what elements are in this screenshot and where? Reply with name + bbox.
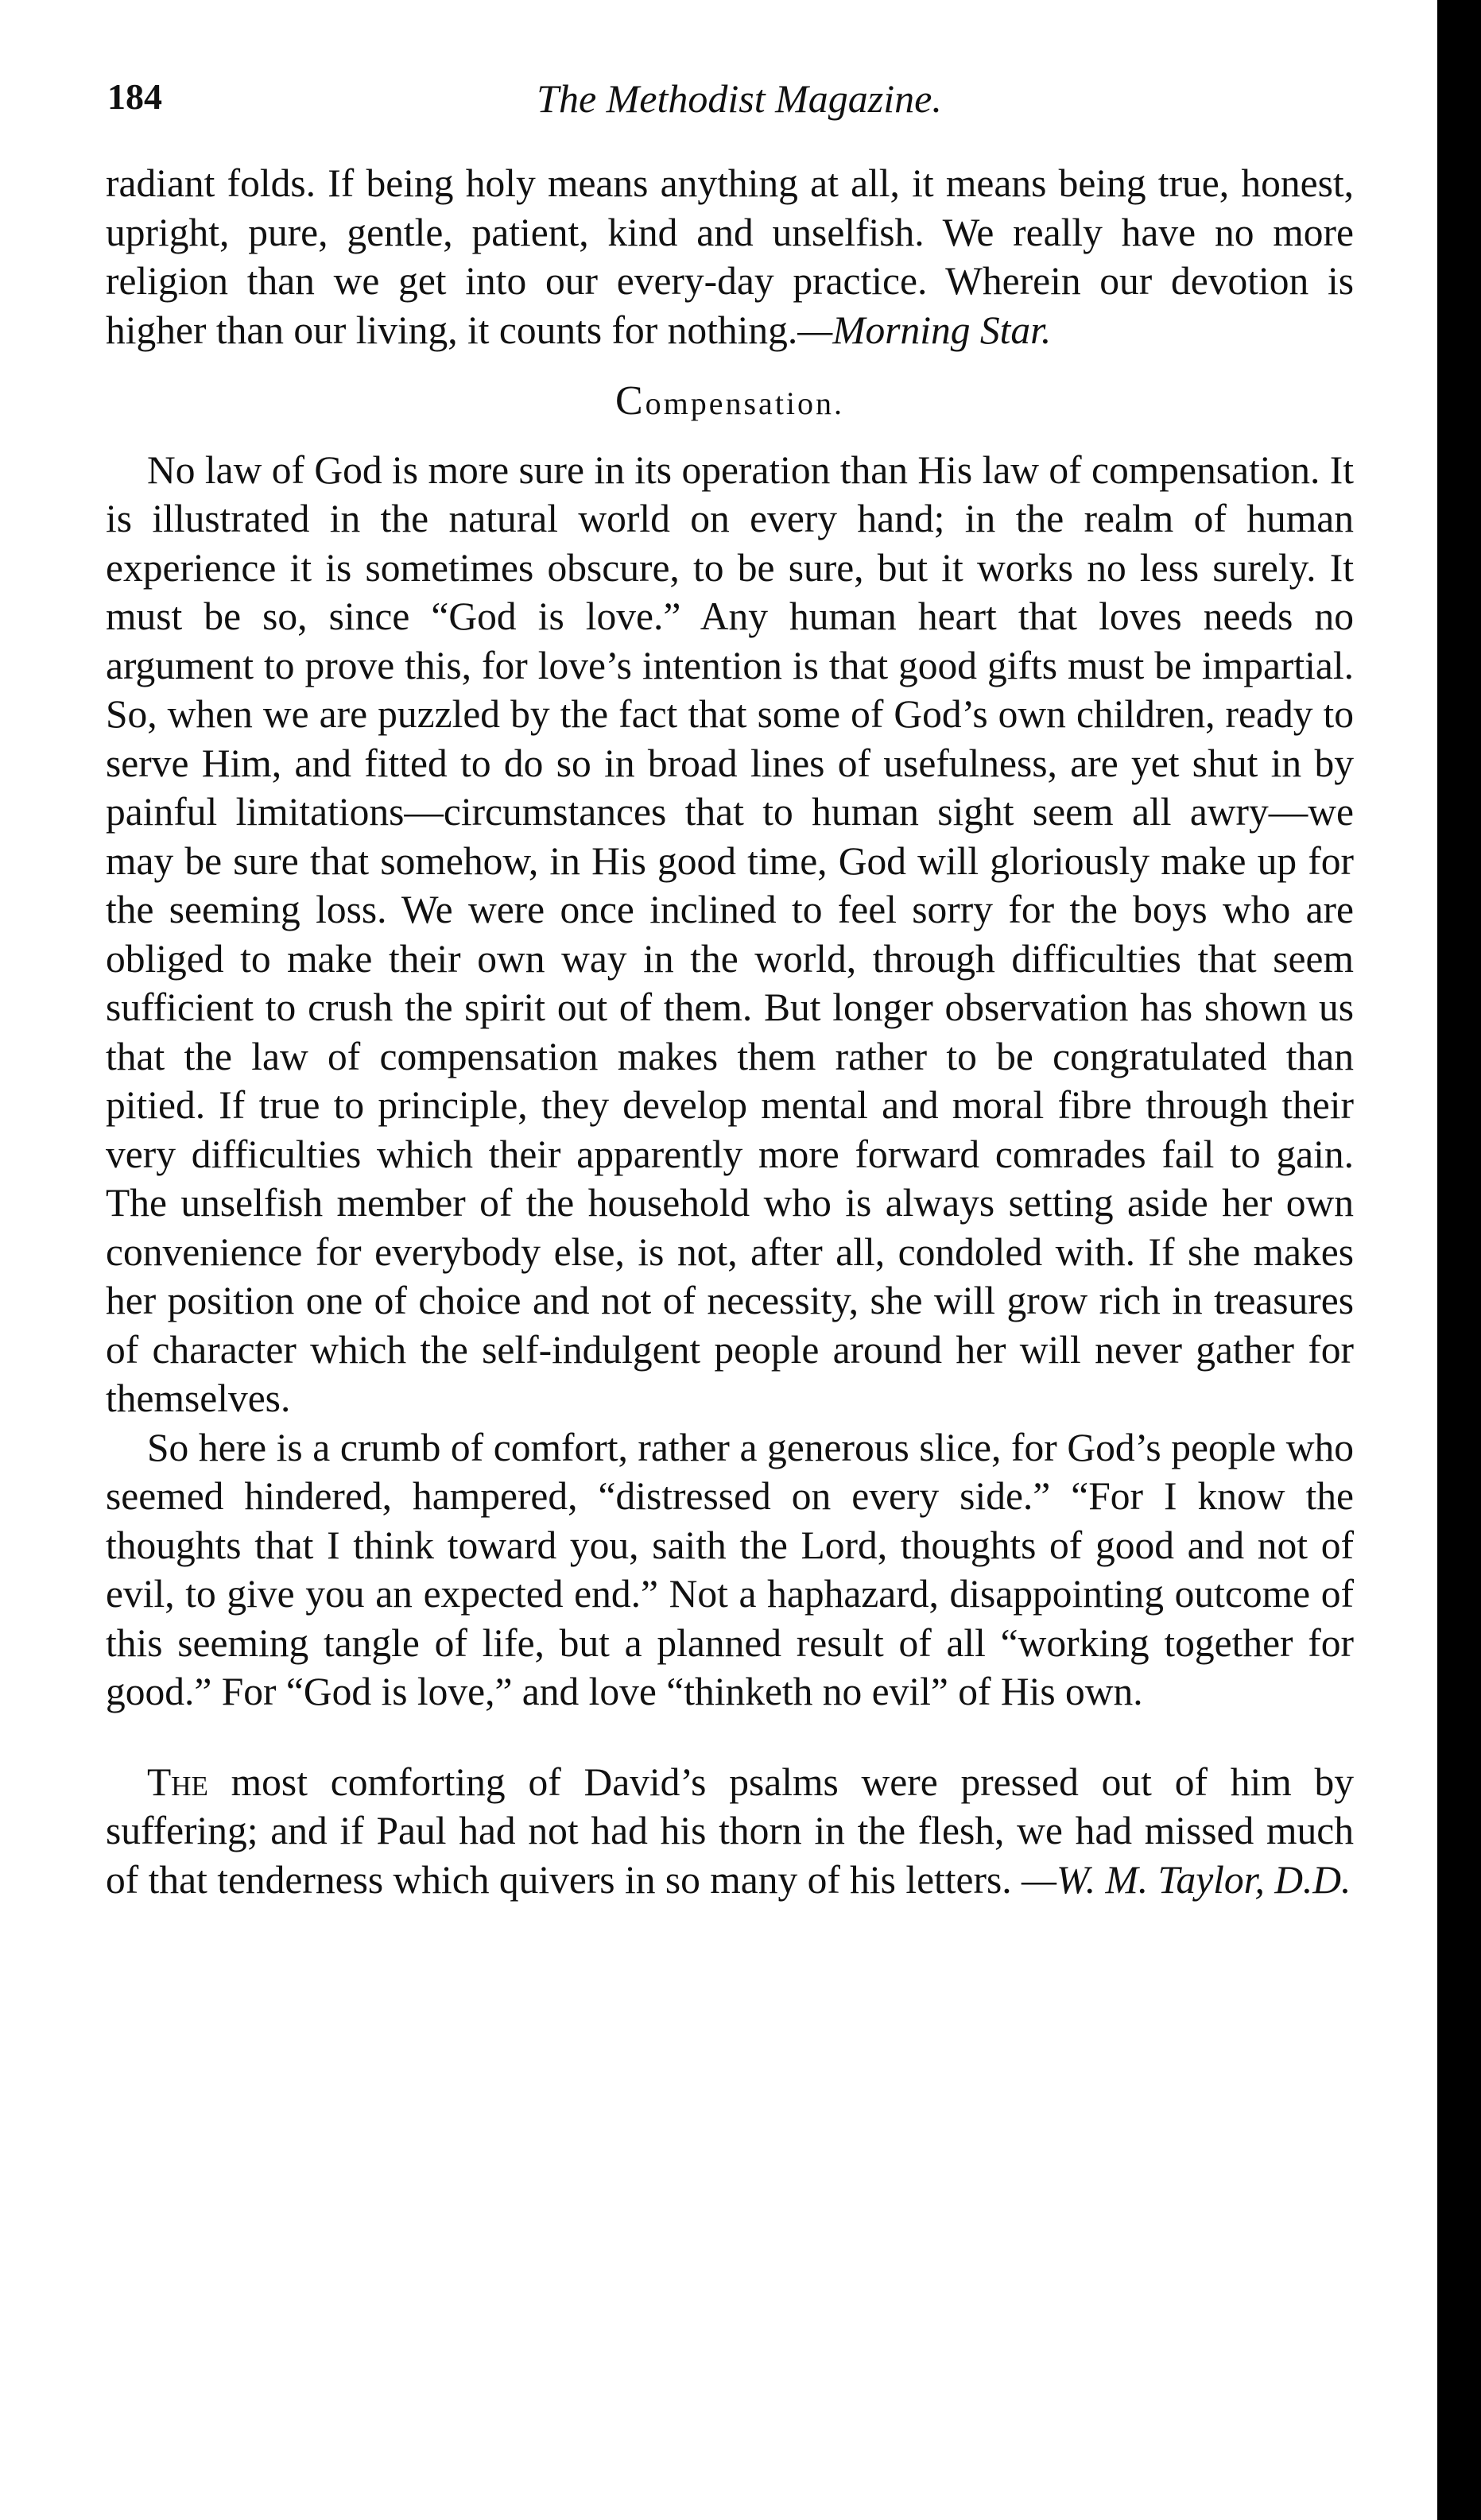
closing-paragraph xyxy=(106,1758,1354,1905)
opening-text: radiant folds. If being holy means anything at all, it means being true, honest, upright, pure, gentle, patient, kind and unselfish. We really have no more religion than we get into our every-day practice. Wherein our devotion is higher than our living, it counts for nothing. xyxy=(106,161,1354,352)
article-body xyxy=(106,159,1354,1904)
section-gap xyxy=(106,1717,1354,1758)
page-header xyxy=(107,75,1371,131)
closing-text: most comforting of David’s psalms were pressed out of him by suffering; and if Paul had not had his thorn in the flesh, we had missed much of that tenderness which quivers in so many of his letters. xyxy=(106,1759,1354,1902)
closing-lead-word: The xyxy=(147,1759,208,1804)
scan-edge-shadow xyxy=(1437,0,1481,2520)
page-number: 184 xyxy=(107,76,162,117)
opening-source: —Morning Star. xyxy=(797,308,1052,352)
opening-paragraph xyxy=(106,159,1354,354)
compensation-paragraph-2: So here is a crumb of comfort, rather a generous slice, for God’s people who seemed hindered, hampered, “distressed on every side.” “For I know the thoughts that I think toward you, saith the Lord, thoughts of good and not of evil, to give you an expected end.” Not a haphazard, disappointing outcome of this seeming tangle of life, but a planned result of all “working together for good.” For “God is love,” and love “thinketh no evil” of His own. xyxy=(106,1425,1354,1713)
closing-source: —W. M. Taylor, D.D. xyxy=(1022,1857,1351,1902)
section-heading: Compensation. xyxy=(614,378,845,424)
compensation-paragraph-1: No law of God is more sure in its operation than His law of compensation. It is illustrated in the natural world on every hand; in the realm of human experience it is sometimes obscure, to be sure, but it works no less surely. It must be so, since “God is love.” Any human heart that loves needs no argument to prove this, for love’s intention is that good gifts must be impartial. So, when we are puzzled by the fact that some of God’s own children, ready to serve Him, and fitted to do so in broad lines of usefulness, are yet shut in by painful limitations—circumstances that to human sight seem all awry—we may be sure that somehow, in His good time, God will gloriously make up for the seeming loss. We were once inclined to feel sorry for the boys who are obliged to make their own way in the world, through difficulties that seem sufficient to crush the spirit out of them. But longer observation has shown us that the law of compensation makes them rather to be congratulated than pitied. If true to principle, they develop mental and moral fibre through their very difficulties which their apparently more forward comrades fail to gain. The unselfish member of the household who is always setting aside her own convenience for everybody else, is not, after all, condoled with. If she makes her position one of choice and not of necessity, she will grow rich in treasures of character which the self-indulgent people around her will never gather for themselves. xyxy=(106,447,1354,1420)
running-head: The Methodist Magazine. xyxy=(537,76,942,121)
